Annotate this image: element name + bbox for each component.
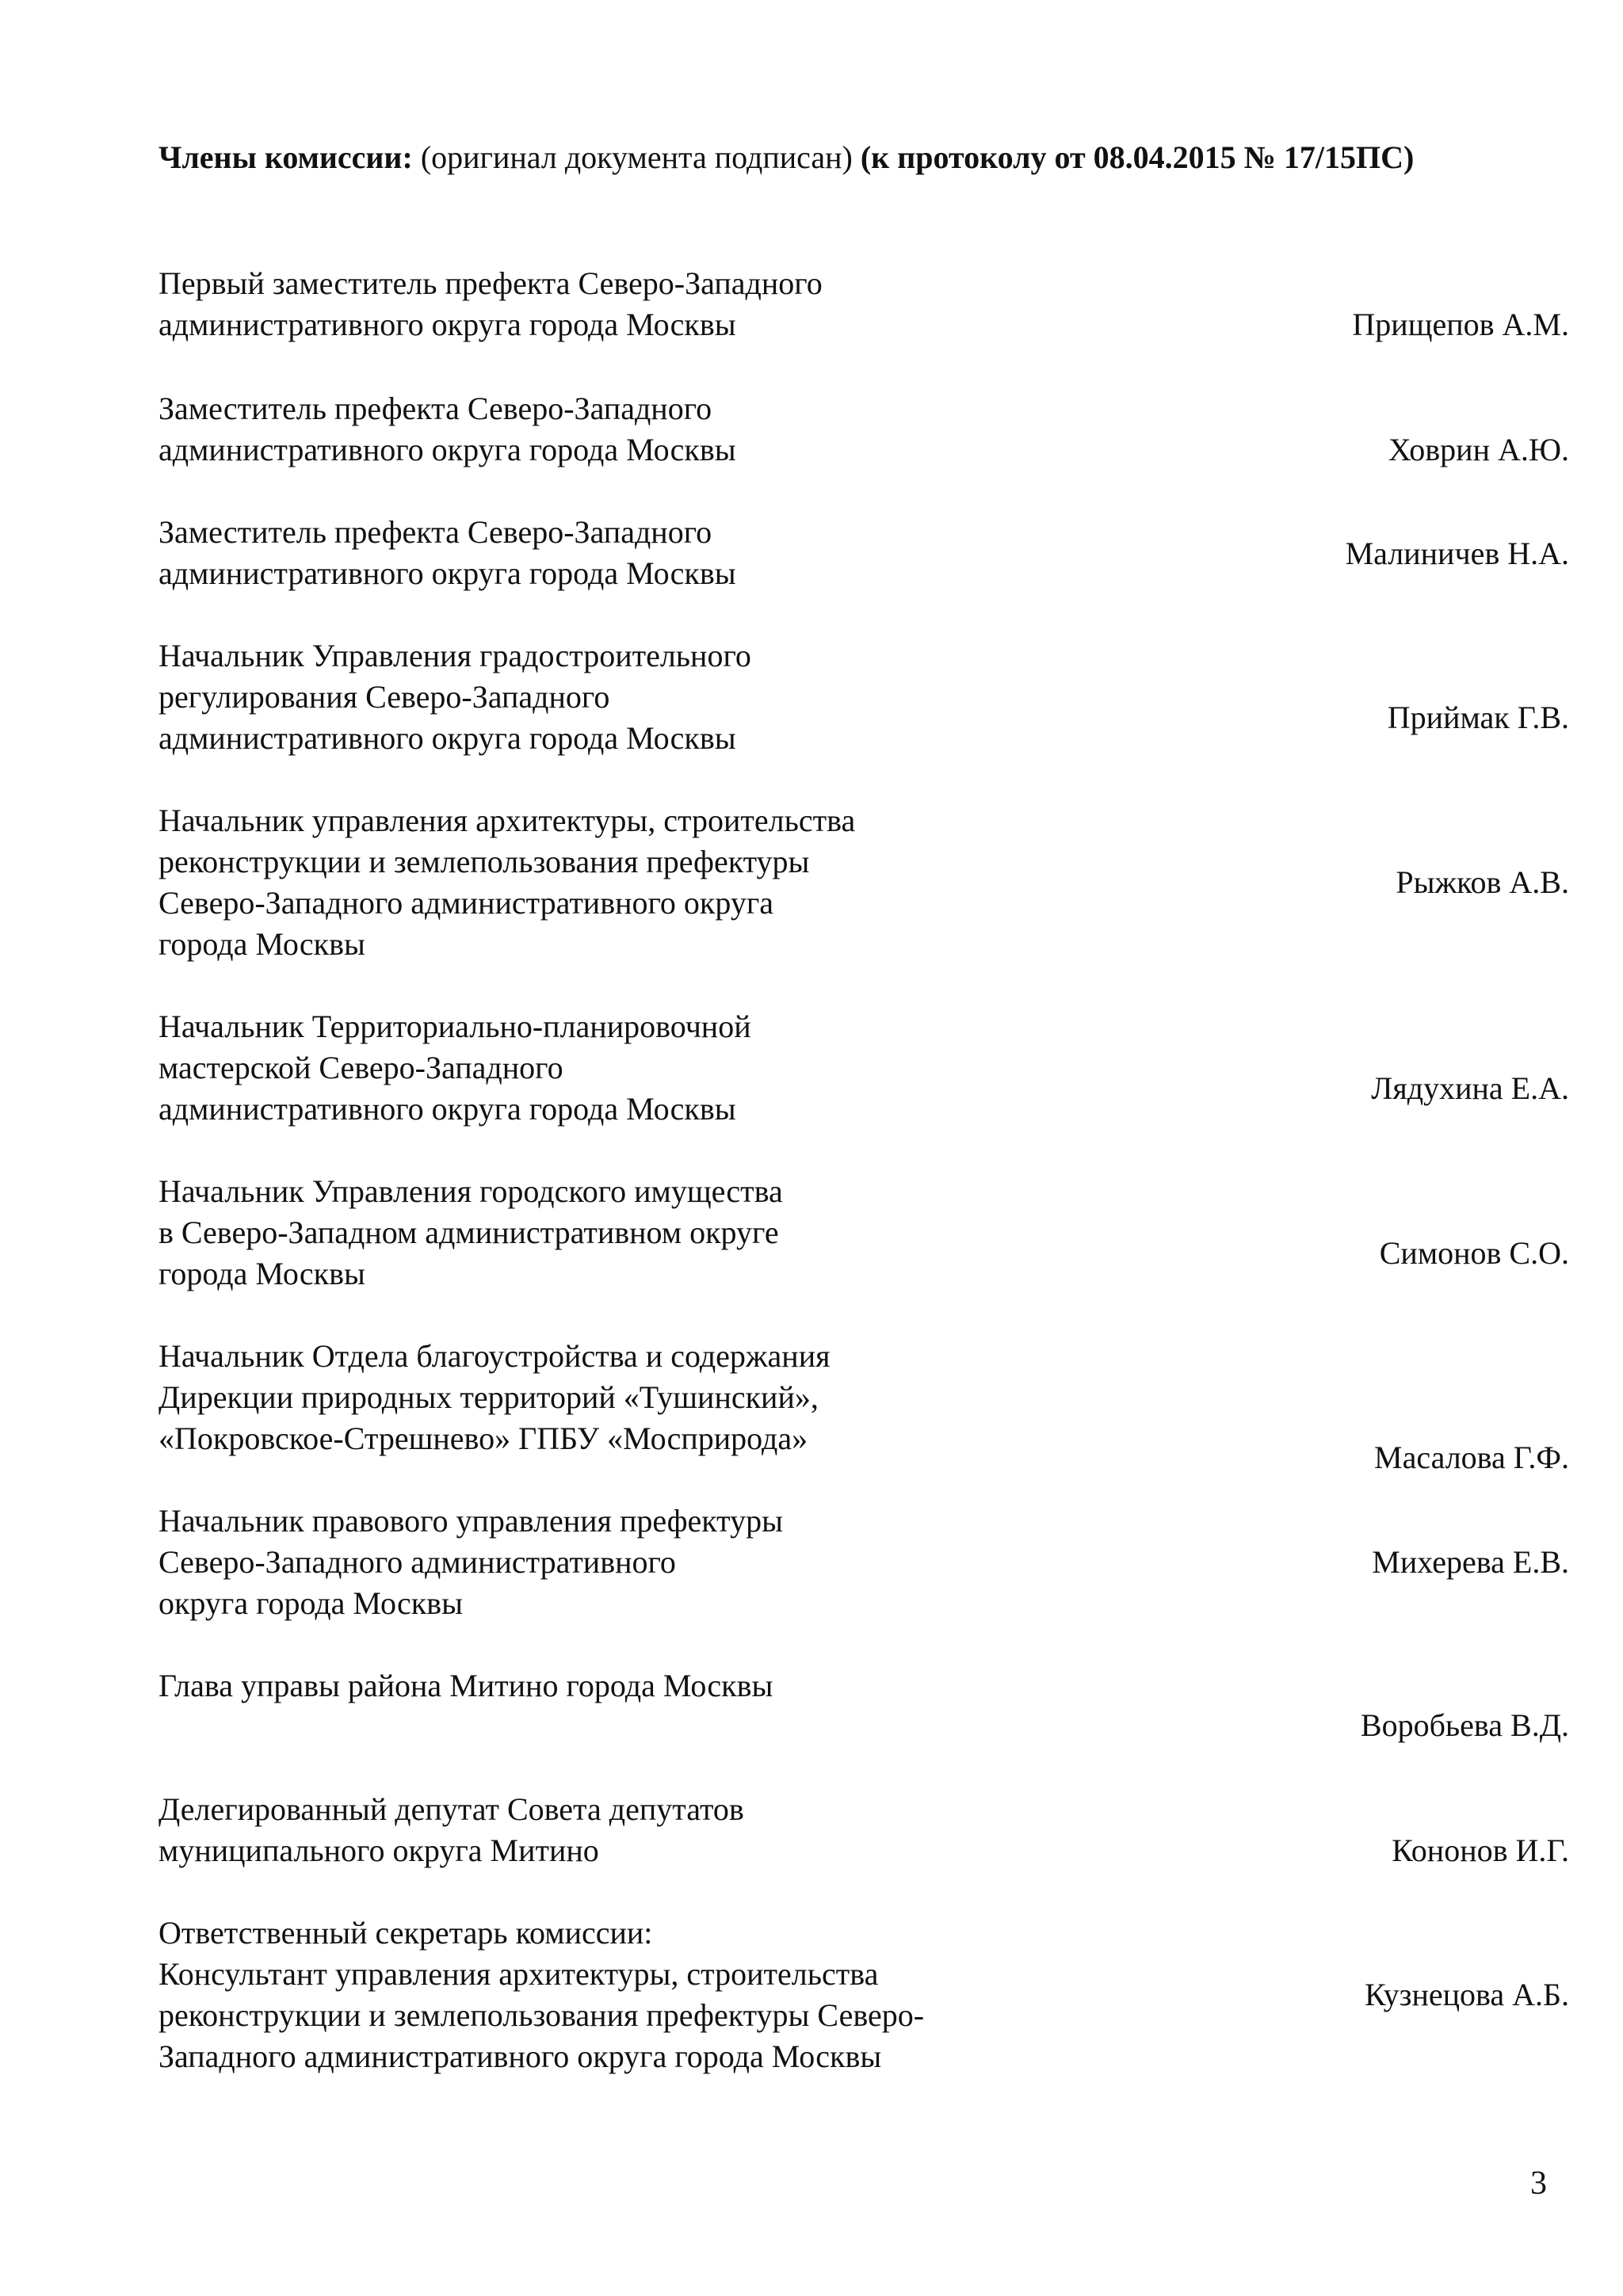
commission-members-title: Члены комиссии:	[158, 139, 413, 175]
member-position: Ответственный секретарь комиссии: Консультант управления архитектуры, строительства реконструкции и землепользования префектуры Северо- Западного административного округа города Москвы	[158, 1915, 925, 2074]
member-name: Прищепов А.М.	[1352, 307, 1569, 342]
member-name: Кузнецова А.Б.	[1364, 1977, 1569, 2012]
member-entry	[158, 1171, 1569, 1291]
member-name: Малиничев Н.А.	[1345, 536, 1569, 571]
member-name: Симонов С.О.	[1379, 1235, 1569, 1271]
member-position: Первый заместитель префекта Северо-Западного административного округа города Москвы	[158, 265, 823, 342]
protocol-reference: (к протоколу от 08.04.2015 № 17/15ПС)	[860, 139, 1415, 175]
member-position: Начальник правового управления префектуры Северо-Западного административного округа города Москвы	[158, 1503, 784, 1621]
member-position: Заместитель префекта Северо-Западного административного округа города Москвы	[158, 514, 736, 591]
member-entry	[158, 512, 1569, 591]
member-entry	[158, 635, 1569, 756]
member-entry	[158, 1006, 1569, 1127]
member-entry	[158, 263, 1569, 342]
member-position: Начальник управления архитектуры, строительства реконструкции и землепользования префектуры Северо-Западного административного округа города Москвы	[158, 803, 856, 962]
member-position: Глава управы района Митино города Москвы	[158, 1668, 773, 1703]
member-name: Кононов И.Г.	[1392, 1833, 1569, 1868]
member-entry	[158, 1336, 1569, 1475]
member-name: Лядухина Е.А.	[1371, 1070, 1569, 1106]
member-position: Начальник Управления градостроительного регулирования Северо-Западного административного округа города Москвы	[158, 638, 751, 756]
member-position: Начальник Территориально-планировочной мастерской Северо-Западного административного округа города Москвы	[158, 1009, 751, 1127]
member-position: Начальник Отдела благоустройства и содержания Дирекции природных территорий «Тушинский», «Покровское-Стрешнево» ГПБУ «Мосприрода»	[158, 1338, 831, 1456]
member-name: Михерева Е.В.	[1372, 1544, 1569, 1580]
member-entry	[158, 388, 1569, 467]
member-entry	[158, 800, 1569, 962]
member-name: Масалова Г.Ф.	[1374, 1440, 1569, 1475]
header-line	[158, 138, 1414, 177]
page-number: 3	[1530, 2165, 1547, 2202]
member-position: Начальник Управления городского имущества в Северо-Западном административном округе города Москвы	[158, 1173, 783, 1291]
member-name: Воробьева В.Д.	[1360, 1707, 1569, 1743]
member-position: Делегированный депутат Совета депутатов муниципального округа Митино	[158, 1791, 744, 1868]
member-entry	[158, 1665, 1569, 1743]
member-name: Приймак Г.В.	[1387, 700, 1569, 735]
member-entry	[158, 1789, 1569, 1868]
member-name: Ховрин А.Ю.	[1388, 432, 1569, 467]
member-name: Рыжков А.В.	[1396, 864, 1569, 900]
signed-original-note: (оригинал документа подписан)	[420, 139, 853, 175]
member-position: Заместитель префекта Северо-Западного административного округа города Москвы	[158, 391, 736, 467]
